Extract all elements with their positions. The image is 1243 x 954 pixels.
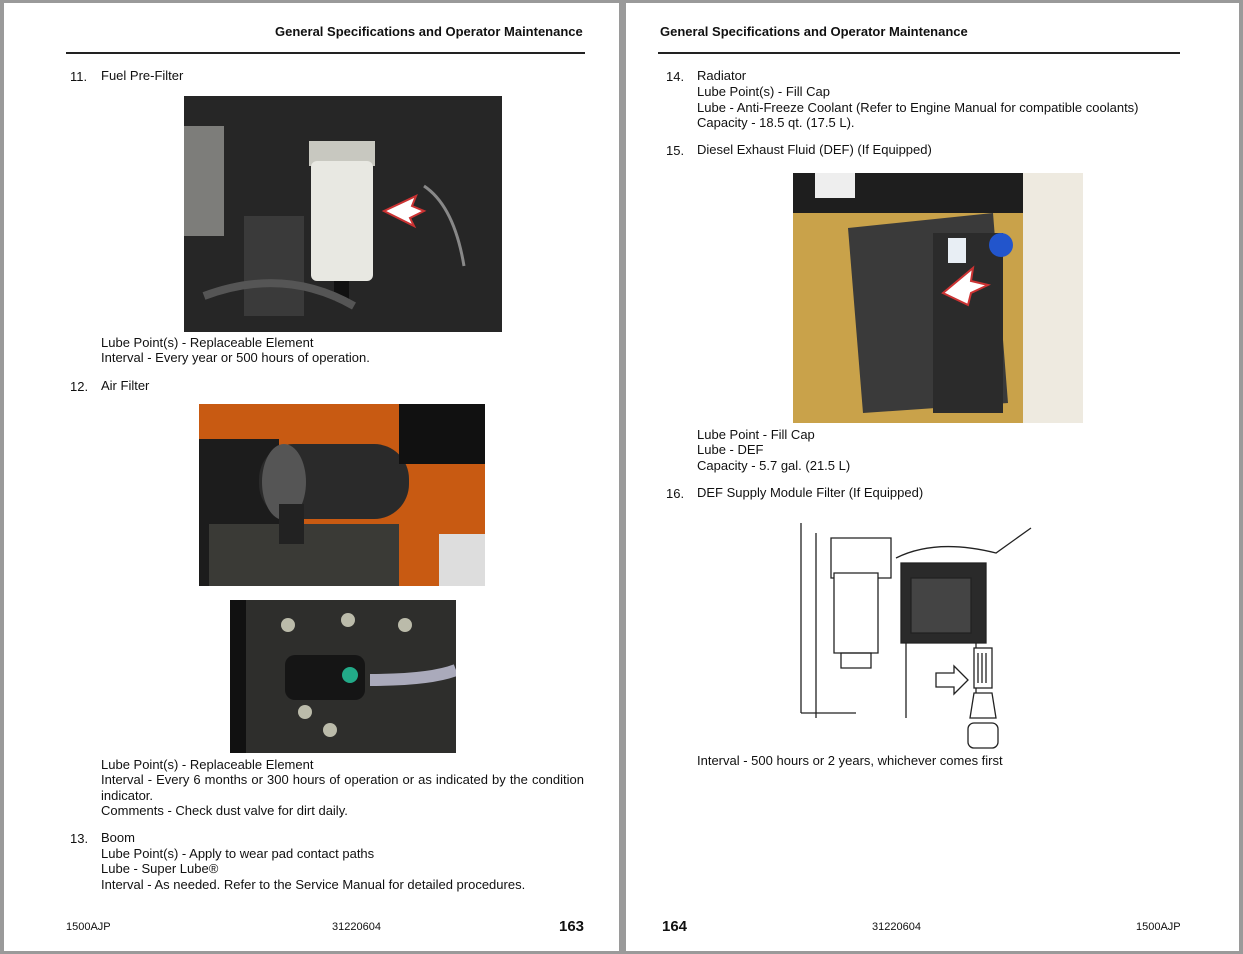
def-supply-module-diagram	[796, 518, 1036, 753]
footer-doc-number: 31220604	[872, 921, 921, 933]
lube-text: Lube - Anti-Freeze Coolant (Refer to Engine Manual for compatible coolants)	[697, 100, 1139, 115]
item-number: 12.	[70, 379, 89, 394]
interval-text: Interval - 500 hours or 2 years, whichever comes first	[697, 753, 1003, 768]
header-rule	[658, 52, 1180, 54]
item-title: Diesel Exhaust Fluid (DEF) (If Equipped)	[697, 142, 932, 157]
interval-text: Interval - Every year or 500 hours of operation.	[101, 350, 370, 365]
condition-indicator-photo	[230, 600, 456, 753]
lube-point-text: Lube Point - Fill Cap	[697, 427, 815, 442]
comments-text: Comments - Check dust valve for dirt daily.	[101, 803, 348, 818]
page-163	[4, 3, 619, 951]
item-number: 13.	[70, 831, 89, 846]
air-filter-photo	[199, 404, 485, 586]
item-number: 15.	[666, 143, 685, 158]
page-header: General Specifications and Operator Maintenance	[275, 24, 583, 39]
page-header: General Specifications and Operator Maintenance	[660, 24, 968, 39]
lube-point-text: Lube Point(s) - Replaceable Element	[101, 757, 314, 772]
def-tank-photo	[793, 173, 1083, 423]
capacity-text: Capacity - 5.7 gal. (21.5 L)	[697, 458, 851, 473]
page-number: 163	[559, 918, 585, 935]
item-title: Air Filter	[101, 378, 150, 393]
lube-point-text: Lube Point(s) - Apply to wear pad contact paths	[101, 846, 375, 861]
capacity-text: Capacity - 18.5 qt. (17.5 L).	[697, 115, 855, 130]
interval-text: Interval - Every 6 months or 300 hours of operation or as indicated by the condition indicator.	[101, 772, 584, 803]
item-title: Radiator	[697, 68, 747, 83]
item-number: 16.	[666, 486, 685, 501]
item-number: 14.	[666, 69, 685, 84]
footer-model: 1500AJP	[1136, 921, 1181, 933]
page-number: 164	[662, 918, 688, 935]
interval-text: Interval - As needed. Refer to the Service Manual for detailed procedures.	[101, 877, 526, 892]
item-title: Boom	[101, 830, 135, 845]
lube-text: Lube - Super Lube®	[101, 861, 219, 876]
lube-point-text: Lube Point(s) - Fill Cap	[697, 84, 830, 99]
fuel-prefilter-photo	[184, 96, 502, 332]
footer-doc-number: 31220604	[332, 921, 381, 933]
footer-model: 1500AJP	[66, 921, 111, 933]
lube-text: Lube - DEF	[697, 442, 764, 457]
item-number: 11.	[70, 69, 88, 84]
lube-point-text: Lube Point(s) - Replaceable Element	[101, 335, 314, 350]
item-title: Fuel Pre-Filter	[101, 68, 184, 83]
page-164	[626, 3, 1239, 951]
header-rule	[66, 52, 585, 54]
item-title: DEF Supply Module Filter (If Equipped)	[697, 485, 924, 500]
